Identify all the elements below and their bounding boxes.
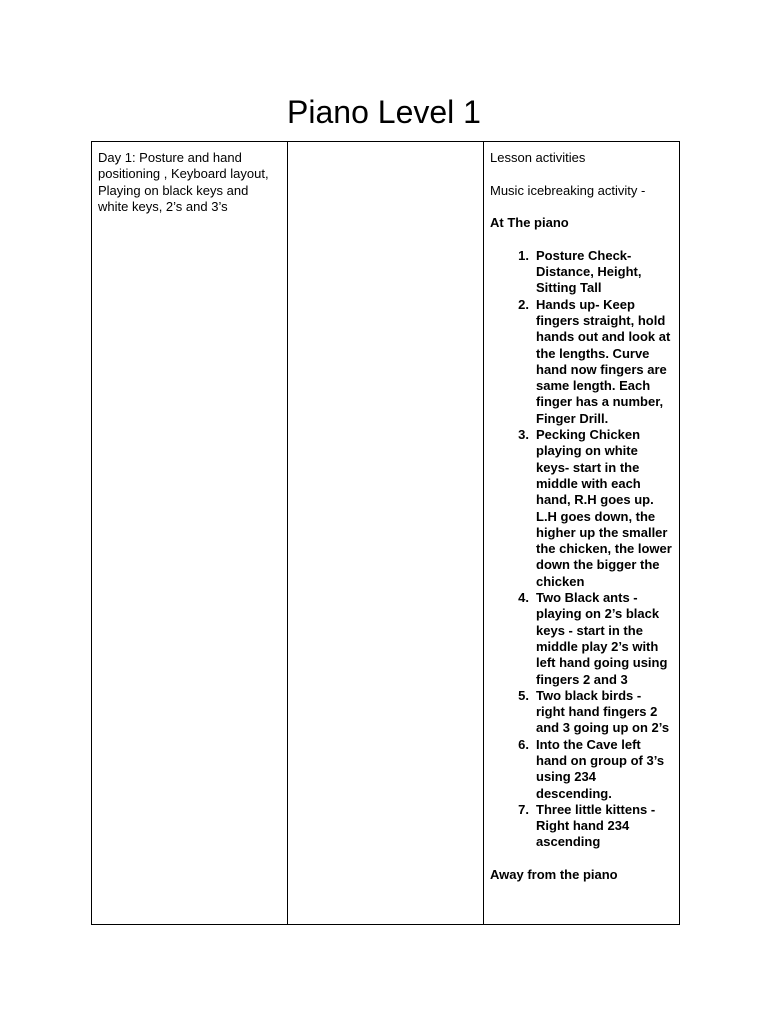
middle-cell	[288, 142, 484, 925]
list-item-number: 3.	[518, 427, 529, 443]
list-item-number: 5.	[518, 687, 529, 703]
list-item-text: Into the Cave left hand on group of 3’s using 234 descending.	[536, 736, 665, 801]
list-item	[490, 248, 673, 297]
list-item	[490, 590, 673, 688]
activities-list	[490, 248, 673, 851]
away-from-piano-heading: Away from the piano	[490, 867, 618, 883]
list-item-text: Two Black ants - playing on 2’s black keys - start in the middle play 2’s with left hand going using fingers 2 and 3	[536, 590, 668, 687]
list-item-number: 4.	[518, 590, 529, 606]
list-item-text: Hands up- Keep fingers straight, hold hands out and look at the lengths. Curve hand now fingers are same length. Each finger has a number, Finger Drill.	[536, 296, 671, 426]
day-description: Day 1: Posture and hand positioning , Keyboard layout, Playing on black keys and white keys, 2’s and 3’s	[98, 150, 269, 214]
list-item-text: Three little kittens - Right hand 234 ascending	[536, 801, 656, 850]
lesson-activities-heading: Lesson activities	[490, 150, 586, 165]
list-item-text: Two black birds - right hand fingers 2 and 3 going up on 2’s	[536, 687, 670, 736]
lesson-plan-table	[91, 141, 680, 925]
icebreaker-text: Music icebreaking activity -	[490, 182, 646, 198]
list-item	[490, 297, 673, 427]
list-item	[490, 737, 673, 802]
list-item	[490, 802, 673, 851]
list-item-number: 2.	[518, 296, 529, 312]
list-item-number: 7.	[518, 801, 529, 817]
at-piano-heading: At The piano	[490, 215, 569, 231]
list-item-text: Posture Check- Distance, Height, Sitting Tall	[536, 247, 642, 296]
list-item	[490, 427, 673, 590]
activities-cell	[484, 142, 680, 925]
table-row	[92, 142, 680, 925]
day-cell	[92, 142, 288, 925]
list-item-number: 1.	[518, 247, 529, 263]
list-item	[490, 688, 673, 737]
document-title: Piano Level 1	[287, 94, 481, 130]
list-item-text: Pecking Chicken playing on white keys- start in the middle with each hand, R.H goes up. L.H goes down, the higher up the smaller the chicken, the lower down the bigger the chicken	[536, 427, 672, 589]
list-item-number: 6.	[518, 736, 529, 752]
